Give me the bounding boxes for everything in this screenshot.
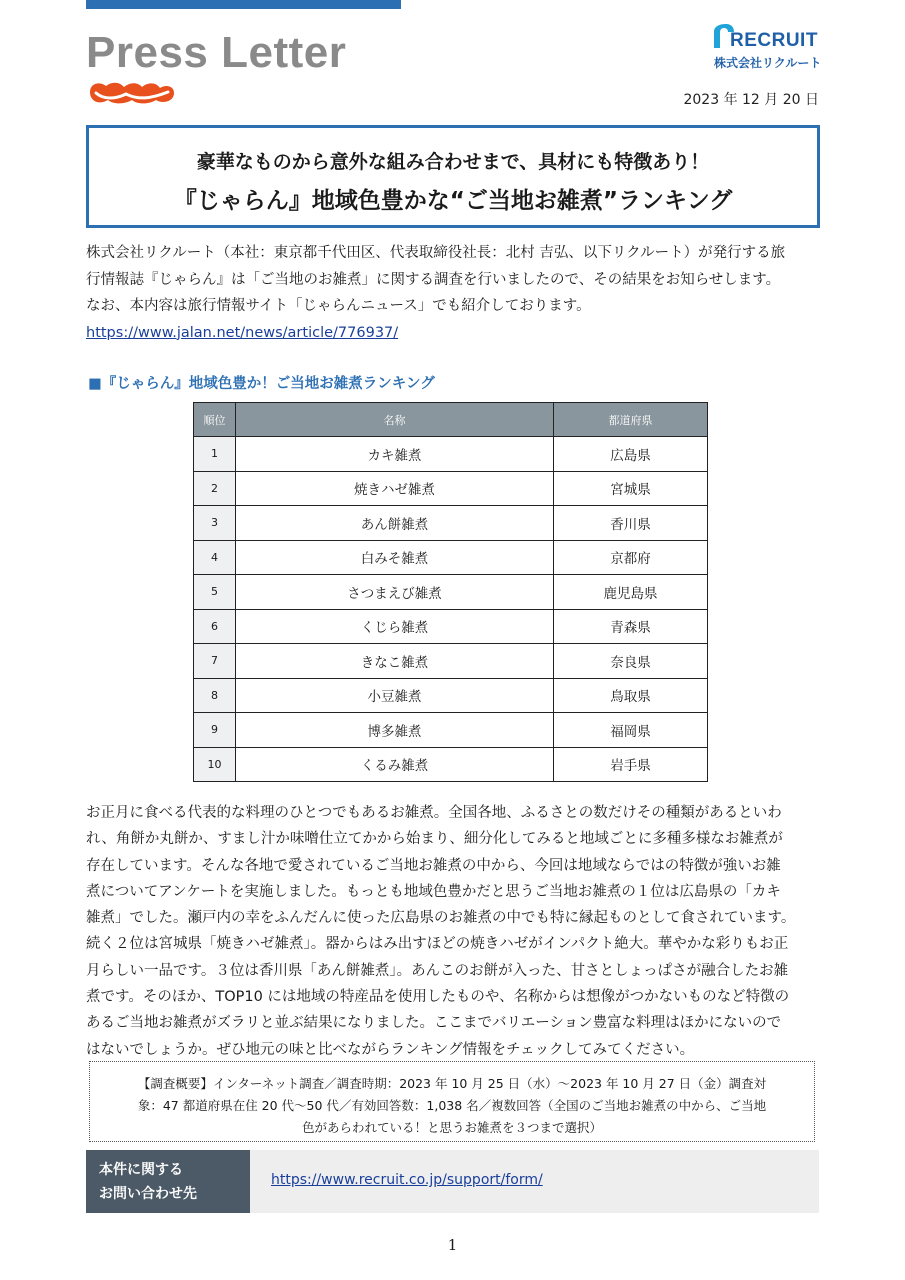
intro-paragraph bbox=[86, 240, 821, 346]
name-cell: カキ雑煮 bbox=[236, 437, 554, 472]
prefecture-cell: 奈良県 bbox=[554, 644, 708, 679]
table-row bbox=[194, 609, 708, 644]
table-row bbox=[194, 713, 708, 748]
recruit-wordmark: RECRUIT bbox=[730, 30, 818, 51]
headline-box bbox=[86, 125, 820, 228]
prefecture-cell: 香川県 bbox=[554, 506, 708, 541]
prefecture-cell: 京都府 bbox=[554, 540, 708, 575]
rank-cell: 2 bbox=[194, 471, 236, 506]
body-paragraph bbox=[86, 800, 821, 1063]
body-line: 月らしい一品です。３位は香川県「あん餅雑煮」。あんこのお餅が入った、甘さとしょっぱさが融合したお雑 bbox=[86, 962, 789, 979]
survey-line: 色があらわれている！と思うお雑煮を３つまで選択） bbox=[301, 1120, 602, 1135]
table-row bbox=[194, 575, 708, 610]
jalan-logo bbox=[86, 78, 178, 106]
top-accent-bar bbox=[86, 0, 401, 9]
name-cell: 博多雑煮 bbox=[236, 713, 554, 748]
press-letter-title: Press Letter bbox=[86, 28, 347, 77]
name-cell: あん餅雑煮 bbox=[236, 506, 554, 541]
rank-cell: 1 bbox=[194, 437, 236, 472]
body-line: 存在しています。そんな各地で愛されているご当地お雑煮の中から、今回は地域ならではの特徴が強いお雑 bbox=[86, 857, 781, 874]
prefecture-cell: 岩手県 bbox=[554, 747, 708, 782]
intro-line: 株式会社リクルート（本社：東京都千代田区、代表取締役社長：北村 吉弘、以下リクルート）が発行する旅 bbox=[86, 245, 786, 261]
survey-line: 象：47 都道府県在住 20 代～50 代／有効回答数：1,038 名／複数回答（全国のご当地お雑煮の中から、ご当地 bbox=[137, 1098, 767, 1113]
table-row bbox=[194, 437, 708, 472]
release-date: 2023 年 12 月 20 日 bbox=[683, 92, 819, 108]
table-row bbox=[194, 644, 708, 679]
intro-line: なお、本内容は旅行情報サイト「じゃらんニュース」でも紹介しております。 bbox=[86, 298, 591, 314]
table-row bbox=[194, 747, 708, 782]
name-cell: 小豆雑煮 bbox=[236, 678, 554, 713]
prefecture-cell: 宮城県 bbox=[554, 471, 708, 506]
ranking-table bbox=[193, 402, 708, 782]
body-line: はないでしょうか。ぜひ地元の味と比べながらランキング情報をチェックしてみてください。 bbox=[86, 1041, 695, 1058]
contact-bar bbox=[86, 1150, 819, 1213]
rank-cell: 7 bbox=[194, 644, 236, 679]
prefecture-cell: 福岡県 bbox=[554, 713, 708, 748]
headline-subtitle: 豪華なものから意外な組み合わせまで、具材にも特徴あり！ bbox=[196, 151, 710, 173]
headline-title: 『じゃらん』地域色豊かな“ご当地お雑煮”ランキング bbox=[173, 188, 733, 214]
jalan-news-link[interactable]: https://www.jalan.net/news/article/776937/ bbox=[86, 324, 399, 341]
prefecture-cell: 鹿児島県 bbox=[554, 575, 708, 610]
column-header-rank: 順位 bbox=[194, 403, 236, 437]
prefecture-cell: 青森県 bbox=[554, 609, 708, 644]
column-header-name: 名称 bbox=[236, 403, 554, 437]
survey-overview-box bbox=[89, 1061, 815, 1142]
intro-line: 行情報誌『じゃらん』は「ご当地のお雑煮」に関する調査を行いましたので、その結果をお知らせします。 bbox=[86, 271, 781, 288]
contact-label bbox=[86, 1150, 250, 1213]
table-row bbox=[194, 506, 708, 541]
rank-cell: 5 bbox=[194, 575, 236, 610]
table-row bbox=[194, 471, 708, 506]
body-line: 続く２位は宮城県「焼きハゼ雑煮」。器からはみ出すほどの焼きハゼがインパクト絶大。華やかな彩りもお正 bbox=[86, 936, 789, 953]
rank-cell: 9 bbox=[194, 713, 236, 748]
page-number: 1 bbox=[447, 1236, 458, 1254]
prefecture-cell: 鳥取県 bbox=[554, 678, 708, 713]
survey-line: 【調査概要】インターネット調査／調査時期：2023 年 10 月 25 日（水）～2023 年 10 月 27 日（金）調査対 bbox=[137, 1076, 767, 1091]
name-cell: くるみ雑煮 bbox=[236, 747, 554, 782]
contact-form-link[interactable]: https://www.recruit.co.jp/support/form/ bbox=[271, 1172, 543, 1188]
prefecture-cell: 広島県 bbox=[554, 437, 708, 472]
body-line: あるご当地お雑煮がズラリと並ぶ結果になりました。ここまでバリエーション豊富な料理はほかにないので bbox=[86, 1015, 782, 1032]
table-row bbox=[194, 678, 708, 713]
contact-label-line: 本件に関する bbox=[99, 1162, 183, 1178]
body-line: お正月に食べる代表的な料理のひとつでもあるお雑煮。全国各地、ふるさとの数だけその種類があるといわ bbox=[86, 805, 782, 821]
contact-label-line: お問い合わせ先 bbox=[99, 1186, 197, 1202]
rank-cell: 10 bbox=[194, 747, 236, 782]
body-line: れ、角餅か丸餅か、すまし汁か味噌仕立てかから始まり、細分化してみると地域ごとに多種多様なお雑煮が bbox=[86, 831, 783, 848]
name-cell: 焼きハゼ雑煮 bbox=[236, 471, 554, 506]
body-line: 煮です。そのほか、TOP10 には地域の特産品を使用したものや、名称からは想像がつかないものなど特徴の bbox=[86, 989, 790, 1006]
recruit-logo bbox=[712, 22, 820, 70]
ranking-section-title: ■『じゃらん』地域色豊か！ご当地お雑煮ランキング bbox=[88, 376, 435, 392]
name-cell: 白みそ雑煮 bbox=[236, 540, 554, 575]
body-line: 煮についてアンケートを実施しました。もっとも地域色豊かだと思うご当地お雑煮の１位は広島県の「カキ bbox=[86, 883, 781, 900]
rank-cell: 4 bbox=[194, 540, 236, 575]
rank-cell: 6 bbox=[194, 609, 236, 644]
recruit-corp-name: 株式会社リクルート bbox=[714, 56, 822, 70]
name-cell: くじら雑煮 bbox=[236, 609, 554, 644]
table-row bbox=[194, 540, 708, 575]
table-header-row bbox=[194, 403, 708, 437]
name-cell: さつまえび雑煮 bbox=[236, 575, 554, 610]
column-header-prefecture: 都道府県 bbox=[554, 403, 708, 437]
body-line: 雑煮」でした。瀬戸内の幸をふんだんに使った広島県のお雑煮の中でも特に縁起ものとして食されています。 bbox=[86, 910, 796, 927]
rank-cell: 8 bbox=[194, 678, 236, 713]
rank-cell: 3 bbox=[194, 506, 236, 541]
name-cell: きなこ雑煮 bbox=[236, 644, 554, 679]
